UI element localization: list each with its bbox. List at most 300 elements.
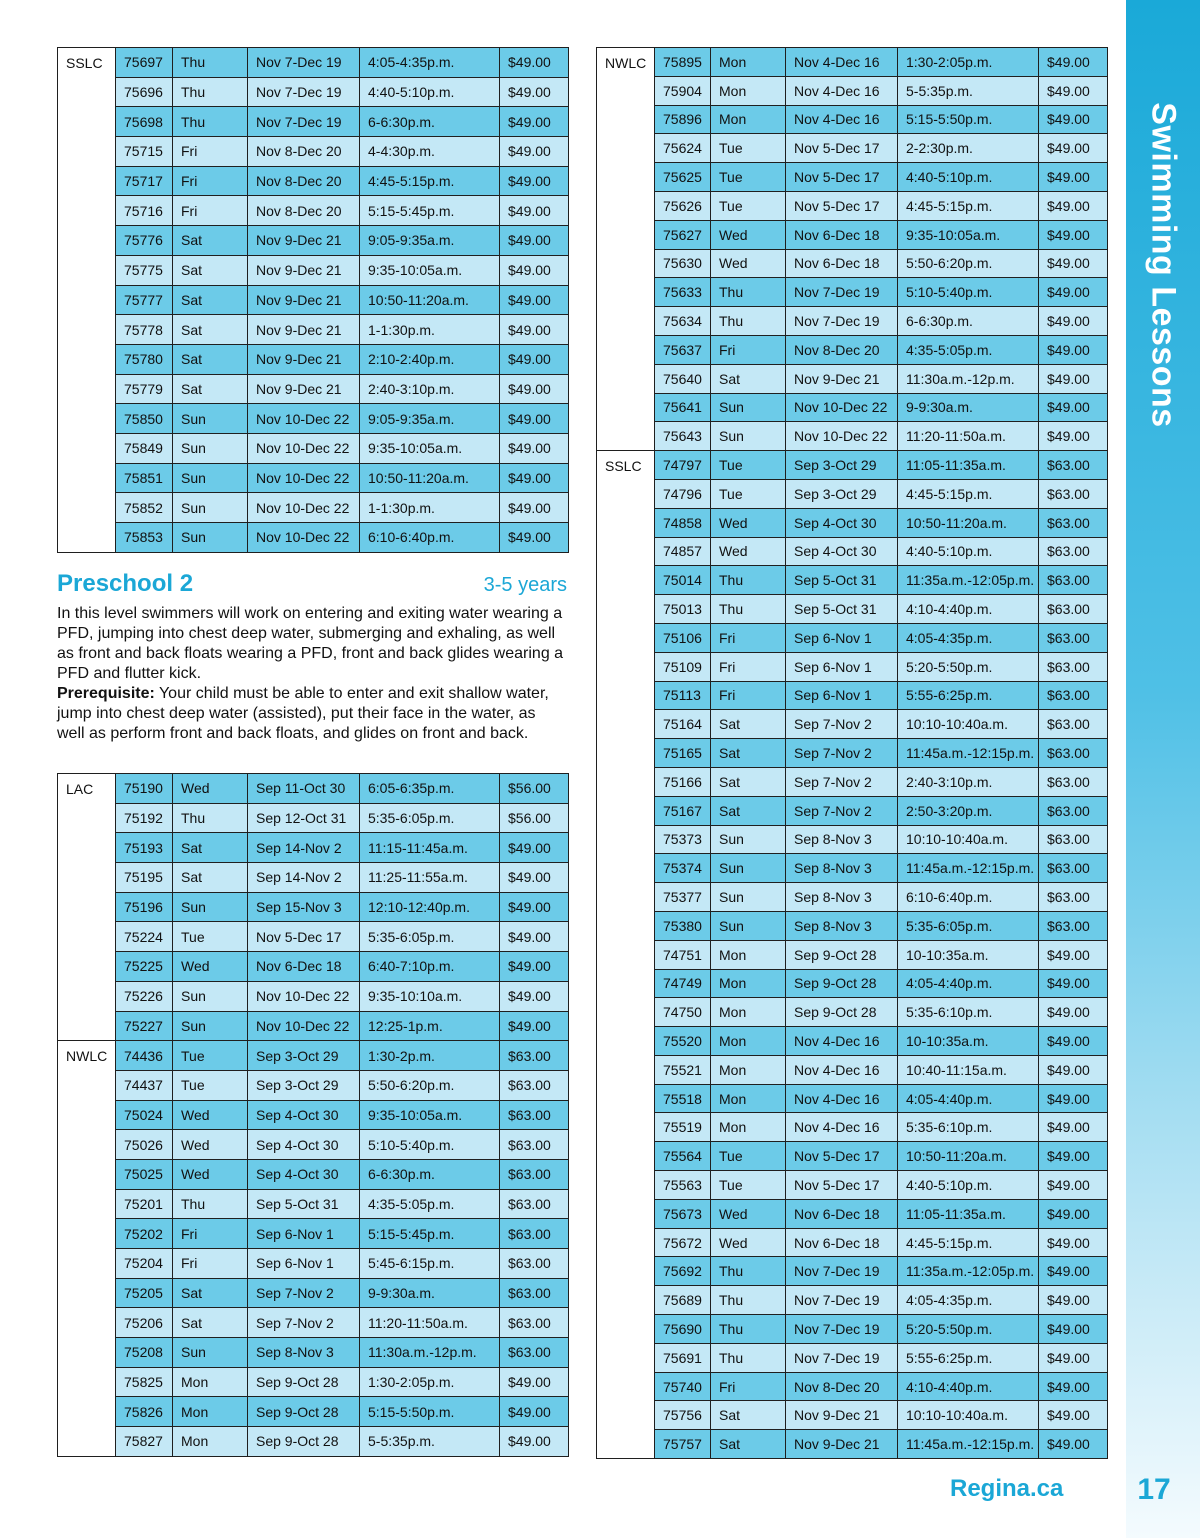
day-cell: Sat — [173, 315, 248, 345]
course-code-cell: 75826 — [116, 1397, 173, 1427]
table-row — [58, 863, 569, 893]
day-cell: Sat — [711, 710, 786, 739]
course-code-cell: 74857 — [655, 537, 711, 566]
date-range-cell: Nov 5-Dec 17 — [786, 1171, 898, 1200]
time-cell: 2:50-3:20p.m. — [898, 796, 1039, 825]
day-cell: Thu — [173, 107, 248, 137]
day-cell: Sat — [173, 285, 248, 315]
time-cell: 2:10-2:40p.m. — [360, 344, 500, 374]
day-cell: Thu — [711, 1257, 786, 1286]
time-cell: 11:20-11:50a.m. — [360, 1308, 500, 1338]
date-range-cell: Sep 6-Nov 1 — [786, 623, 898, 652]
table-row — [58, 1159, 569, 1189]
time-cell: 11:35a.m.-12:05p.m. — [898, 566, 1039, 595]
time-cell: 4:10-4:40p.m. — [898, 1372, 1039, 1401]
course-code-cell: 75716 — [116, 196, 173, 226]
website-link[interactable]: Regina.ca — [950, 1475, 1064, 1502]
time-cell: 11:45a.m.-12:15p.m. — [898, 854, 1039, 883]
time-cell: 6:05-6:35p.m. — [360, 774, 500, 804]
course-code-cell: 75521 — [655, 1055, 711, 1084]
day-cell: Wed — [173, 952, 248, 982]
date-range-cell: Nov 10-Dec 22 — [248, 493, 360, 523]
table-row — [58, 1278, 569, 1308]
date-range-cell: Nov 10-Dec 22 — [248, 523, 360, 553]
schedule-table-right — [596, 47, 1108, 1459]
table-row — [597, 1401, 1108, 1430]
day-cell: Mon — [711, 969, 786, 998]
price-cell: $63.00 — [500, 1041, 569, 1071]
date-range-cell: Sep 7-Nov 2 — [786, 767, 898, 796]
time-cell: 10:50-11:20a.m. — [898, 1142, 1039, 1171]
date-range-cell: Sep 8-Nov 3 — [786, 854, 898, 883]
date-range-cell: Sep 9-Oct 28 — [248, 1367, 360, 1397]
course-code-cell: 75896 — [655, 105, 711, 134]
day-cell: Wed — [173, 774, 248, 804]
day-cell: Wed — [173, 1159, 248, 1189]
course-code-cell: 75757 — [655, 1430, 711, 1459]
table-row — [597, 134, 1108, 163]
time-cell: 11:20-11:50a.m. — [898, 422, 1039, 451]
day-cell: Thu — [711, 595, 786, 624]
course-code-cell: 75380 — [655, 911, 711, 940]
table-row — [597, 1171, 1108, 1200]
day-cell: Tue — [711, 134, 786, 163]
level-description — [57, 604, 567, 744]
price-cell: $49.00 — [1039, 1257, 1108, 1286]
course-code-cell: 75853 — [116, 523, 173, 553]
date-range-cell: Sep 4-Oct 30 — [248, 1159, 360, 1189]
table-row — [597, 364, 1108, 393]
day-cell: Mon — [711, 76, 786, 105]
time-cell: 1:30-2:05p.m. — [898, 48, 1039, 77]
table-row — [597, 940, 1108, 969]
price-cell: $49.00 — [500, 196, 569, 226]
time-cell: 5:45-6:15p.m. — [360, 1249, 500, 1279]
table-row — [597, 1084, 1108, 1113]
price-cell: $49.00 — [1039, 134, 1108, 163]
table-row — [58, 344, 569, 374]
date-range-cell: Sep 14-Nov 2 — [248, 863, 360, 893]
price-cell: $63.00 — [500, 1130, 569, 1160]
course-code-cell: 75756 — [655, 1401, 711, 1430]
price-cell: $63.00 — [1039, 796, 1108, 825]
date-range-cell: Sep 5-Oct 31 — [786, 566, 898, 595]
day-cell: Sun — [173, 1338, 248, 1368]
table-row — [597, 1199, 1108, 1228]
day-cell: Sat — [173, 374, 248, 404]
day-cell: Sat — [173, 863, 248, 893]
course-code-cell: 74749 — [655, 969, 711, 998]
time-cell: 4:45-5:15p.m. — [898, 479, 1039, 508]
day-cell: Mon — [711, 1027, 786, 1056]
course-code-cell: 75193 — [116, 833, 173, 863]
course-code-cell: 75026 — [116, 1130, 173, 1160]
price-cell: $49.00 — [500, 523, 569, 553]
date-range-cell: Nov 6-Dec 18 — [786, 249, 898, 278]
course-code-cell: 75205 — [116, 1278, 173, 1308]
table-row — [58, 48, 569, 78]
time-cell: 11:45a.m.-12:15p.m. — [898, 1430, 1039, 1459]
date-range-cell: Nov 8-Dec 20 — [248, 137, 360, 167]
table-row — [58, 1041, 569, 1071]
price-cell: $49.00 — [1039, 364, 1108, 393]
time-cell: 10-10:35a.m. — [898, 940, 1039, 969]
course-code-cell: 75195 — [116, 863, 173, 893]
table-row — [58, 196, 569, 226]
day-cell: Sat — [711, 796, 786, 825]
course-code-cell: 75778 — [116, 315, 173, 345]
table-row — [597, 710, 1108, 739]
day-cell: Fri — [711, 623, 786, 652]
date-range-cell: Nov 6-Dec 18 — [786, 1199, 898, 1228]
date-range-cell: Nov 4-Dec 16 — [786, 1055, 898, 1084]
time-cell: 5:10-5:40p.m. — [898, 278, 1039, 307]
time-cell: 10:50-11:20a.m. — [360, 285, 500, 315]
course-code-cell: 75013 — [655, 595, 711, 624]
table-row — [597, 854, 1108, 883]
table-row — [58, 1100, 569, 1130]
day-cell: Wed — [711, 249, 786, 278]
date-range-cell: Sep 7-Nov 2 — [786, 710, 898, 739]
date-range-cell: Sep 8-Nov 3 — [786, 883, 898, 912]
date-range-cell: Sep 5-Oct 31 — [786, 595, 898, 624]
time-cell: 4:45-5:15p.m. — [898, 191, 1039, 220]
course-code-cell: 75025 — [116, 1159, 173, 1189]
time-cell: 10:50-11:20a.m. — [898, 508, 1039, 537]
course-code-cell: 75204 — [116, 1249, 173, 1279]
date-range-cell: Nov 8-Dec 20 — [248, 166, 360, 196]
price-cell: $49.00 — [500, 1427, 569, 1457]
day-cell: Wed — [173, 1100, 248, 1130]
time-cell: 6-6:30p.m. — [898, 307, 1039, 336]
date-range-cell: Sep 15-Nov 3 — [248, 892, 360, 922]
prerequisite-text: Your child must be able to enter and exit shallow water, jump into chest deep water (assisted), put their face in the water, as well as perform front and back floats, and glides on front and back. — [57, 685, 549, 742]
price-cell: $63.00 — [1039, 681, 1108, 710]
price-cell: $49.00 — [500, 48, 569, 78]
time-cell: 6-6:30p.m. — [360, 107, 500, 137]
date-range-cell: Sep 6-Nov 1 — [248, 1219, 360, 1249]
price-cell: $49.00 — [500, 1367, 569, 1397]
course-code-cell: 75563 — [655, 1171, 711, 1200]
price-cell: $49.00 — [1039, 1027, 1108, 1056]
course-code-cell: 75637 — [655, 335, 711, 364]
time-cell: 5:55-6:25p.m. — [898, 681, 1039, 710]
price-cell: $49.00 — [500, 137, 569, 167]
price-cell: $63.00 — [1039, 739, 1108, 768]
time-cell: 11:05-11:35a.m. — [898, 1199, 1039, 1228]
price-cell: $49.00 — [1039, 335, 1108, 364]
table-row — [58, 226, 569, 256]
course-code-cell: 75224 — [116, 922, 173, 952]
course-code-cell: 75697 — [116, 48, 173, 78]
course-code-cell: 75779 — [116, 374, 173, 404]
day-cell: Wed — [711, 537, 786, 566]
day-cell: Sat — [711, 767, 786, 796]
level-title: Preschool 2 — [57, 570, 194, 597]
table-row — [58, 255, 569, 285]
day-cell: Fri — [173, 196, 248, 226]
date-range-cell: Sep 6-Nov 1 — [786, 652, 898, 681]
price-cell: $49.00 — [1039, 1171, 1108, 1200]
price-cell: $49.00 — [1039, 422, 1108, 451]
description-text: In this level swimmers will work on entering and exiting water wearing a PFD, jumping into chest deep water, submerging and exhaling, as well as front and back floats wearing a PFD, front and back glides wearing a PFD and flutter kick. — [57, 605, 564, 682]
day-cell: Sat — [173, 833, 248, 863]
date-range-cell: Sep 6-Nov 1 — [248, 1249, 360, 1279]
table-row — [597, 1343, 1108, 1372]
time-cell: 11:05-11:35a.m. — [898, 451, 1039, 480]
table-row — [58, 463, 569, 493]
table-row — [597, 1257, 1108, 1286]
course-code-cell: 75627 — [655, 220, 711, 249]
course-code-cell: 75625 — [655, 163, 711, 192]
course-code-cell: 75689 — [655, 1286, 711, 1315]
time-cell: 2:40-3:10p.m. — [898, 767, 1039, 796]
day-cell: Fri — [711, 681, 786, 710]
date-range-cell: Sep 3-Oct 29 — [248, 1070, 360, 1100]
time-cell: 4:05-4:35p.m. — [898, 1286, 1039, 1315]
course-code-cell: 75777 — [116, 285, 173, 315]
price-cell: $63.00 — [500, 1308, 569, 1338]
date-range-cell: Nov 7-Dec 19 — [786, 1343, 898, 1372]
table-row — [597, 1372, 1108, 1401]
table-row — [597, 537, 1108, 566]
table-row — [597, 105, 1108, 134]
price-cell: $49.00 — [1039, 998, 1108, 1027]
time-cell: 6-6:30p.m. — [360, 1159, 500, 1189]
time-cell: 4:05-4:40p.m. — [898, 1084, 1039, 1113]
date-range-cell: Nov 10-Dec 22 — [248, 433, 360, 463]
date-range-cell: Sep 9-Oct 28 — [786, 940, 898, 969]
time-cell: 2-2:30p.m. — [898, 134, 1039, 163]
course-code-cell: 75226 — [116, 981, 173, 1011]
course-code-cell: 75850 — [116, 404, 173, 434]
time-cell: 5:15-5:45p.m. — [360, 196, 500, 226]
price-cell: $49.00 — [500, 493, 569, 523]
date-range-cell: Sep 14-Nov 2 — [248, 833, 360, 863]
price-cell: $63.00 — [500, 1070, 569, 1100]
course-code-cell: 75691 — [655, 1343, 711, 1372]
price-cell: $49.00 — [1039, 1343, 1108, 1372]
day-cell: Sat — [711, 739, 786, 768]
day-cell: Tue — [711, 191, 786, 220]
time-cell: 11:15-11:45a.m. — [360, 833, 500, 863]
time-cell: 5:15-5:45p.m. — [360, 1219, 500, 1249]
price-cell: $49.00 — [1039, 1113, 1108, 1142]
price-cell: $49.00 — [1039, 220, 1108, 249]
time-cell: 9:35-10:10a.m. — [360, 981, 500, 1011]
table-row — [58, 374, 569, 404]
course-code-cell: 75698 — [116, 107, 173, 137]
time-cell: 1:30-2:05p.m. — [360, 1367, 500, 1397]
course-code-cell: 75166 — [655, 767, 711, 796]
day-cell: Thu — [173, 77, 248, 107]
table-row — [597, 911, 1108, 940]
day-cell: Sun — [173, 523, 248, 553]
day-cell: Fri — [711, 652, 786, 681]
time-cell: 11:35a.m.-12:05p.m. — [898, 1257, 1039, 1286]
date-range-cell: Nov 9-Dec 21 — [248, 344, 360, 374]
price-cell: $56.00 — [500, 774, 569, 804]
time-cell: 5:20-5:50p.m. — [898, 652, 1039, 681]
time-cell: 9-9:30a.m. — [898, 393, 1039, 422]
date-range-cell: Nov 9-Dec 21 — [786, 364, 898, 393]
price-cell: $63.00 — [500, 1159, 569, 1189]
time-cell: 2:40-3:10p.m. — [360, 374, 500, 404]
course-code-cell: 75014 — [655, 566, 711, 595]
price-cell: $63.00 — [1039, 825, 1108, 854]
course-code-cell: 75849 — [116, 433, 173, 463]
date-range-cell: Nov 6-Dec 18 — [786, 1228, 898, 1257]
time-cell: 4:45-5:15p.m. — [360, 166, 500, 196]
time-cell: 11:45a.m.-12:15p.m. — [898, 739, 1039, 768]
time-cell: 9:35-10:05a.m. — [360, 1100, 500, 1130]
table-row — [58, 1130, 569, 1160]
course-code-cell: 74796 — [655, 479, 711, 508]
schedule-table-top-left — [57, 47, 569, 553]
course-code-cell: 75643 — [655, 422, 711, 451]
course-code-cell: 75227 — [116, 1011, 173, 1041]
table-row — [597, 422, 1108, 451]
day-cell: Wed — [711, 1199, 786, 1228]
date-range-cell: Nov 8-Dec 20 — [786, 335, 898, 364]
course-code-cell: 75640 — [655, 364, 711, 393]
price-cell: $49.00 — [500, 166, 569, 196]
course-code-cell: 75520 — [655, 1027, 711, 1056]
date-range-cell: Sep 8-Nov 3 — [248, 1338, 360, 1368]
time-cell: 9:35-10:05a.m. — [898, 220, 1039, 249]
date-range-cell: Sep 9-Oct 28 — [248, 1427, 360, 1457]
course-code-cell: 75692 — [655, 1257, 711, 1286]
time-cell: 9:05-9:35a.m. — [360, 404, 500, 434]
course-code-cell: 75202 — [116, 1219, 173, 1249]
table-row — [58, 285, 569, 315]
date-range-cell: Nov 5-Dec 17 — [786, 191, 898, 220]
day-cell: Mon — [711, 48, 786, 77]
course-code-cell: 75208 — [116, 1338, 173, 1368]
price-cell: $49.00 — [500, 226, 569, 256]
table-row — [597, 508, 1108, 537]
price-cell: $63.00 — [1039, 566, 1108, 595]
location-cell: SSLC — [58, 48, 116, 553]
date-range-cell: Nov 8-Dec 20 — [786, 1372, 898, 1401]
date-range-cell: Sep 11-Oct 30 — [248, 774, 360, 804]
date-range-cell: Nov 7-Dec 19 — [248, 77, 360, 107]
course-code-cell: 75167 — [655, 796, 711, 825]
date-range-cell: Sep 9-Oct 28 — [786, 969, 898, 998]
date-range-cell: Nov 4-Dec 16 — [786, 1084, 898, 1113]
table-row — [597, 191, 1108, 220]
time-cell: 4:40-5:10p.m. — [898, 163, 1039, 192]
table-row — [597, 1142, 1108, 1171]
location-cell: SSLC — [597, 451, 655, 1459]
table-row — [58, 493, 569, 523]
date-range-cell: Nov 10-Dec 22 — [248, 463, 360, 493]
date-range-cell: Nov 10-Dec 22 — [786, 393, 898, 422]
time-cell: 12:25-1p.m. — [360, 1011, 500, 1041]
price-cell: $49.00 — [500, 863, 569, 893]
date-range-cell: Nov 6-Dec 18 — [786, 220, 898, 249]
table-row — [597, 451, 1108, 480]
table-row — [597, 652, 1108, 681]
price-cell: $49.00 — [1039, 1401, 1108, 1430]
day-cell: Sun — [711, 825, 786, 854]
day-cell: Mon — [711, 998, 786, 1027]
price-cell: $49.00 — [1039, 940, 1108, 969]
price-cell: $49.00 — [1039, 1084, 1108, 1113]
price-cell: $63.00 — [500, 1189, 569, 1219]
table-row — [58, 892, 569, 922]
time-cell: 4:35-5:05p.m. — [360, 1189, 500, 1219]
day-cell: Wed — [711, 220, 786, 249]
price-cell: $63.00 — [1039, 883, 1108, 912]
price-cell: $49.00 — [1039, 76, 1108, 105]
course-code-cell: 75190 — [116, 774, 173, 804]
day-cell: Mon — [173, 1367, 248, 1397]
day-cell: Sat — [173, 1308, 248, 1338]
price-cell: $63.00 — [1039, 854, 1108, 883]
time-cell: 1-1:30p.m. — [360, 493, 500, 523]
course-code-cell: 75895 — [655, 48, 711, 77]
day-cell: Fri — [173, 1219, 248, 1249]
day-cell: Mon — [711, 1055, 786, 1084]
course-code-cell: 75225 — [116, 952, 173, 982]
day-cell: Sun — [173, 463, 248, 493]
price-cell: $49.00 — [500, 404, 569, 434]
day-cell: Sat — [711, 364, 786, 393]
course-code-cell: 75109 — [655, 652, 711, 681]
time-cell: 5:35-6:05p.m. — [360, 803, 500, 833]
price-cell: $49.00 — [500, 433, 569, 463]
time-cell: 10:10-10:40a.m. — [898, 710, 1039, 739]
date-range-cell: Sep 8-Nov 3 — [786, 825, 898, 854]
price-cell: $63.00 — [1039, 508, 1108, 537]
price-cell: $63.00 — [1039, 537, 1108, 566]
day-cell: Thu — [711, 566, 786, 595]
course-code-cell: 75780 — [116, 344, 173, 374]
date-range-cell: Sep 5-Oct 31 — [248, 1189, 360, 1219]
course-code-cell: 75192 — [116, 803, 173, 833]
course-code-cell: 75776 — [116, 226, 173, 256]
date-range-cell: Nov 7-Dec 19 — [786, 307, 898, 336]
date-range-cell: Nov 7-Dec 19 — [786, 1315, 898, 1344]
table-row — [58, 315, 569, 345]
time-cell: 4:10-4:40p.m. — [898, 595, 1039, 624]
page-number: 17 — [1137, 1473, 1171, 1506]
price-cell: $63.00 — [1039, 911, 1108, 940]
table-row — [597, 1113, 1108, 1142]
date-range-cell: Sep 9-Oct 28 — [248, 1397, 360, 1427]
location-cell: NWLC — [58, 1041, 116, 1457]
table-row — [597, 220, 1108, 249]
course-code-cell: 75201 — [116, 1189, 173, 1219]
course-code-cell: 75827 — [116, 1427, 173, 1457]
day-cell: Sat — [173, 226, 248, 256]
time-cell: 4:40-5:10p.m. — [360, 77, 500, 107]
course-code-cell: 75630 — [655, 249, 711, 278]
time-cell: 11:25-11:55a.m. — [360, 863, 500, 893]
date-range-cell: Nov 10-Dec 22 — [248, 404, 360, 434]
price-cell: $63.00 — [500, 1278, 569, 1308]
date-range-cell: Nov 4-Dec 16 — [786, 105, 898, 134]
time-cell: 4:40-5:10p.m. — [898, 537, 1039, 566]
time-cell: 9:35-10:05a.m. — [360, 255, 500, 285]
table-row — [597, 595, 1108, 624]
time-cell: 10:40-11:15a.m. — [898, 1055, 1039, 1084]
price-cell: $49.00 — [1039, 105, 1108, 134]
day-cell: Tue — [173, 1070, 248, 1100]
section-tab-title: Swimming Lessons — [1144, 102, 1183, 428]
price-cell: $49.00 — [500, 374, 569, 404]
